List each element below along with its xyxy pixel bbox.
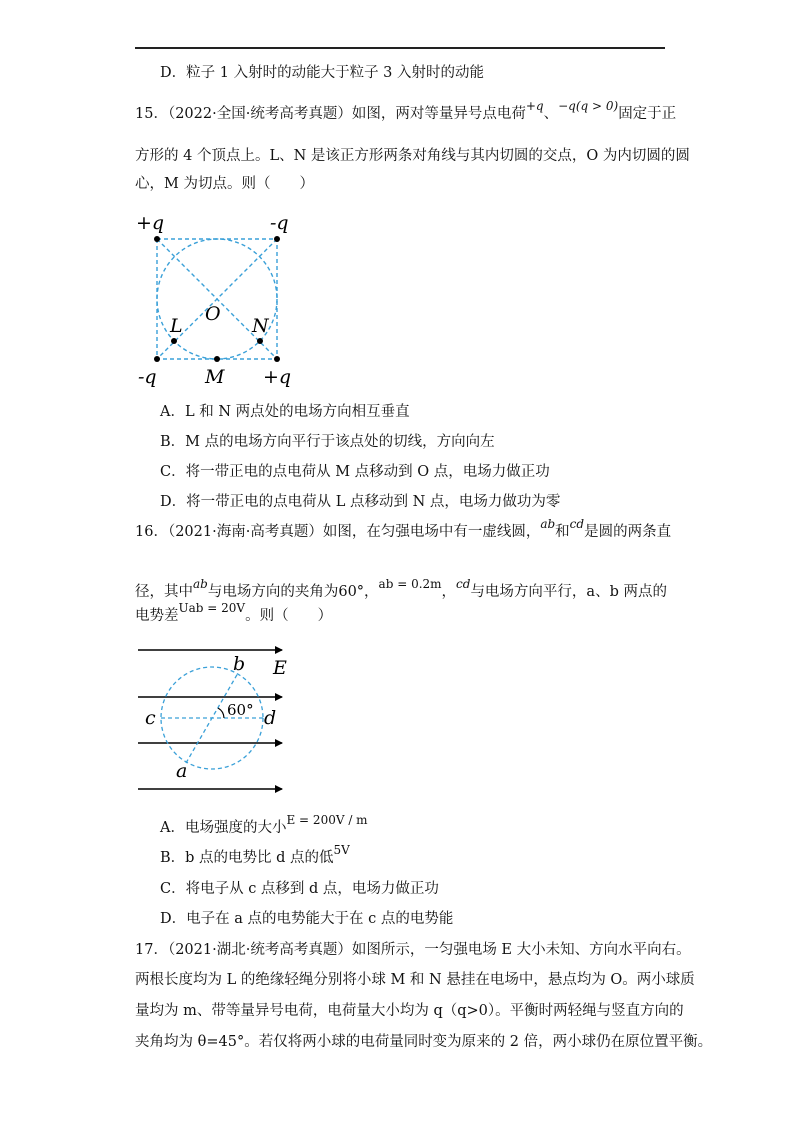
q15-label-l: L [170,315,183,337]
q16-ab: ab [540,517,556,531]
q16-ab2: ab [193,577,208,591]
q16-line3-a: 电势差 [135,608,179,624]
q16-cd: cd [569,517,585,531]
q16-label-b: b [233,653,246,675]
q17-line2: 两根长度均为 L 的绝缘轻绳分别将小球 M 和 N 悬挂在电场中，悬点均为 O。两小球质 [135,972,695,988]
prev-option-d: D．粒子 1 入射时的动能大于粒子 3 入射时的动能 [160,65,485,81]
q15-option-d: D．将一带正电的点电荷从 L 点移动到 N 点，电场力做功为零 [160,494,561,510]
q16-and: 和 [555,524,570,540]
q15-charge-neg: −q(q > 0) [558,99,619,113]
q16-label-a: a [176,760,188,782]
q16-label-c: c [145,707,156,729]
q16-line2 [135,577,667,602]
q16-option-b-math: 5V [333,843,350,857]
q16-line1-tail: 是圆的两条直 [584,524,672,540]
q15-dot-tl [154,236,160,242]
q15-label-tl: +q [136,212,165,234]
q16-label-e: E [273,657,287,679]
q16-line2-a: 径，其中 [135,584,193,600]
q16-line3-b: 。则（ ） [245,608,333,624]
q16-line2-d: 与电场方向平行，a、b 两点的 [470,584,667,600]
q16-option-b [160,843,350,868]
q15-label-br: +q [263,366,292,388]
q16-line1-text: 16．（2021·海南·高考真题）如图，在匀强电场中有一虚线圆， [135,524,541,540]
q15-dot-l [171,338,177,344]
q15-dot-tr [274,236,280,242]
q15-option-b: B．M 点的电场方向平行于该点处的切线，方向向左 [160,434,495,450]
q16-cd2: cd [456,577,471,591]
q16-line2-c: ， [441,584,457,600]
q15-line3: 心，M 为切点。则（ ） [135,176,314,192]
q16-figure [130,640,300,795]
q17-line1: 17．（2021·湖北·统考高考真题）如图所示，一匀强电场 E 大小未知、方向水平向右。 [135,942,691,958]
q15-option-c: C．将一带正电的点电荷从 M 点移动到 O 点，电场力做正功 [160,464,550,480]
q15-option-a: A．L 和 N 两点处的电场方向相互垂直 [160,404,410,420]
q15-dot-bl [154,356,160,362]
q16-uab: Uab = 20V [178,601,246,615]
q16-angle-label: 60° [227,701,254,719]
q15-line2: 方形的 4 个顶点上。L、N 是该正方形两条对角线与其内切圆的交点，O 为内切圆的圆 [135,148,690,164]
q15-label-tr: -q [270,212,289,234]
q15-label-o: O [205,303,221,325]
q16-option-a-math: E = 200V / m [286,813,368,827]
q15-line1-text: 15．（2022·全国·统考高考真题）如图，两对等量异号点电荷 [135,106,526,122]
q16-option-d: D．电子在 a 点的电势能大于在 c 点的电势能 [160,911,454,927]
q15-sep: 、 [543,106,559,122]
header-rule [135,47,665,49]
q16-line1 [135,517,672,542]
q15-line1 [135,99,677,124]
q16-line2-b: 与电场方向的夹角为60°， [207,584,379,600]
q15-label-n: N [252,315,269,337]
q15-dot-br [274,356,280,362]
q16-option-b-text: B．b 点的电势比 d 点的低 [160,850,334,866]
q16-option-a [160,813,368,838]
q15-figure [130,205,310,390]
q16-option-a-text: A．电场强度的大小 [160,820,287,836]
q16-label-d: d [264,707,277,729]
q16-line3 [135,601,333,626]
q16-angle-arc [218,708,224,718]
q16-option-c: C．将电子从 c 点移到 d 点，电场力做正功 [160,881,439,897]
q16-ab-eq: ab = 0.2m [378,577,442,591]
q15-label-bl: -q [138,366,157,388]
q15-line1-tail: 固定于正 [618,106,677,122]
q15-label-m: M [205,366,225,388]
q15-charge-pos: +q [525,99,544,113]
q15-dot-n [257,338,263,344]
q17-line3: 量均为 m、带等量异号电荷，电荷量大小均为 q（q>0）。平衡时两轻绳与竖直方向的 [135,1003,684,1019]
q15-dot-m [214,356,220,362]
q17-line4: 夹角均为 θ=45°。若仅将两小球的电荷量同时变为原来的 2 倍，两小球仍在原位置平衡。 [135,1034,713,1050]
